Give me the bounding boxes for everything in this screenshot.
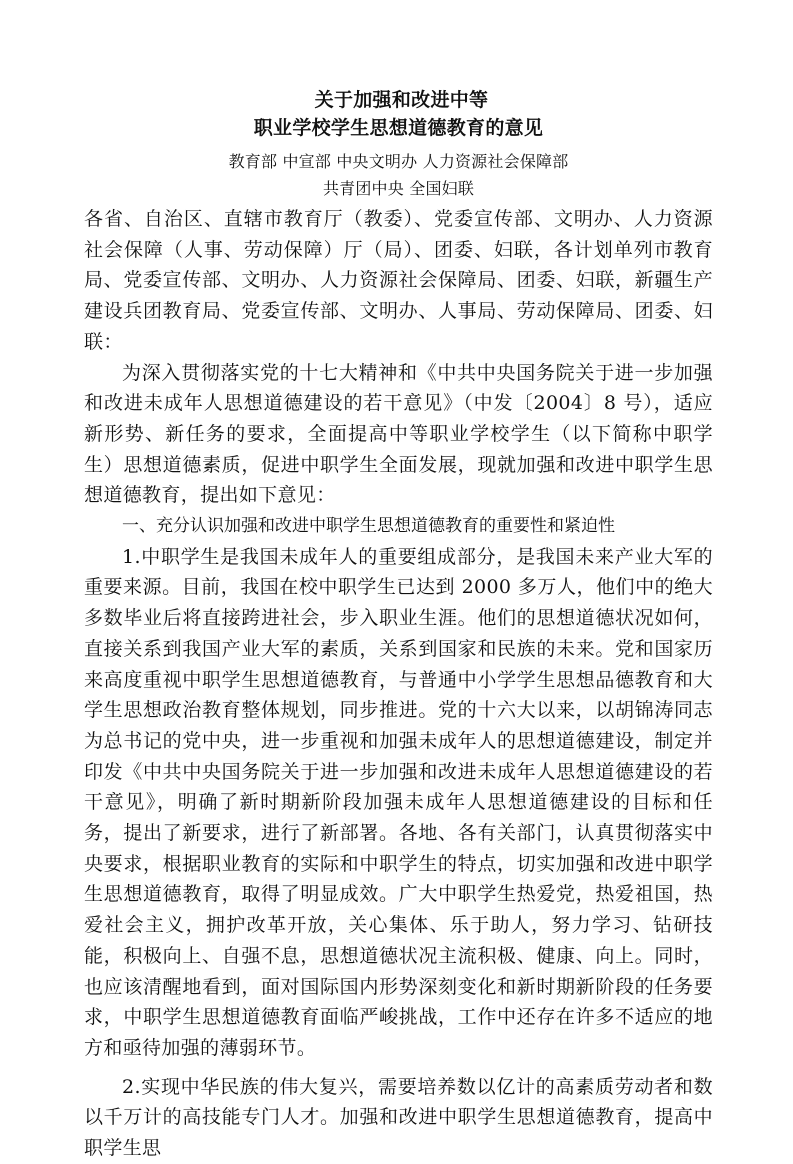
document-title-line1: 关于加强和改进中等 — [314, 89, 489, 111]
section-heading-1: 一、充分认识加强和改进中职学生思想道德教育的重要性和紧迫性 — [122, 516, 615, 537]
body-paragraph-1: 1.中职学生是我国未成年人的重要组成部分，是我国未来产业大军的重要来源。目前，我国在校中职学生已达到 2000 多万人，他们中的绝大多数毕业后将直接跨进社会，步入职业生涯。他们的思想道德状况如何，直接关系到我国产业大军的素质，关系到国家和民族的未来。党和国家历来高度重视中职学生思想道德教育，与普通中小学学生思想品德教育和大学生思想政治教育整体规划，同步推进。党的十六大以来，以胡锦涛同志为总书记的党中央，进一步重视和加强未成年人的思想道德建设，制定并印发《中共中央国务院关于进一步加强和改进未成年人思想道德建设的若干意见》，明确了新时期新阶段加强未成年人思想道德建设的目标和任务，提出了新要求，进行了新部署。各地、各有关部门，认真贯彻落实中央要求，根据职业教育的实际和中职学生的特点，切实加强和改进中职学生思想道德教育，取得了明显成效。广大中职学生热爱党，热爱祖国，热爱社会主义，拥护改革开放，关心集体、乐于助人，努力学习、钻研技能，积极向上、自强不息，思想道德状况主流积极、健康、向上。同时，也应该清醒地看到，面对国际国内形势深刻变化和新时期新阶段的任务要求，中职学生思想道德教育面临严峻挑战，工作中还存在许多不适应的地方和亟待加强的薄弱环节。 — [84, 545, 713, 1059]
issuing-departments-line1: 教育部 中宣部 中央文明办 人力资源社会保障部 — [228, 152, 569, 171]
issuing-departments-line2: 共青团中央 全国妇联 — [322, 179, 475, 198]
intro-paragraph: 为深入贯彻落实党的十七大精神和《中共中央国务院关于进一步加强和改进未成年人思想道德建设的若干意见》（中发〔2004〕8 号），适应新形势、新任务的要求，全面提高中等职业学校学生（以下简称中职学生）思想道德素质，促进中职学生全面发展，现就加强和改进中职学生思想道德教育，提出如下意见： — [84, 361, 713, 507]
addressees-paragraph: 各省、自治区、直辖市教育厅（教委）、党委宣传部、文明办、人力资源社会保障（人事、劳动保障）厅（局）、团委、妇联，各计划单列市教育局、党委宣传部、文明办、人力资源社会保障局、团委、妇联，新疆生产建设兵团教育局、党委宣传部、文明办、人事局、劳动保障局、团委、妇联： — [84, 208, 713, 353]
document-title-line2: 职业学校学生思想道德教育的意见 — [253, 117, 544, 139]
body-paragraph-2: 2.实现中华民族的伟大复兴，需要培养数以亿计的高素质劳动者和数以千万计的高技能专门人才。加强和改进中职学生思想道德教育，提高中职学生思 — [84, 1075, 713, 1160]
